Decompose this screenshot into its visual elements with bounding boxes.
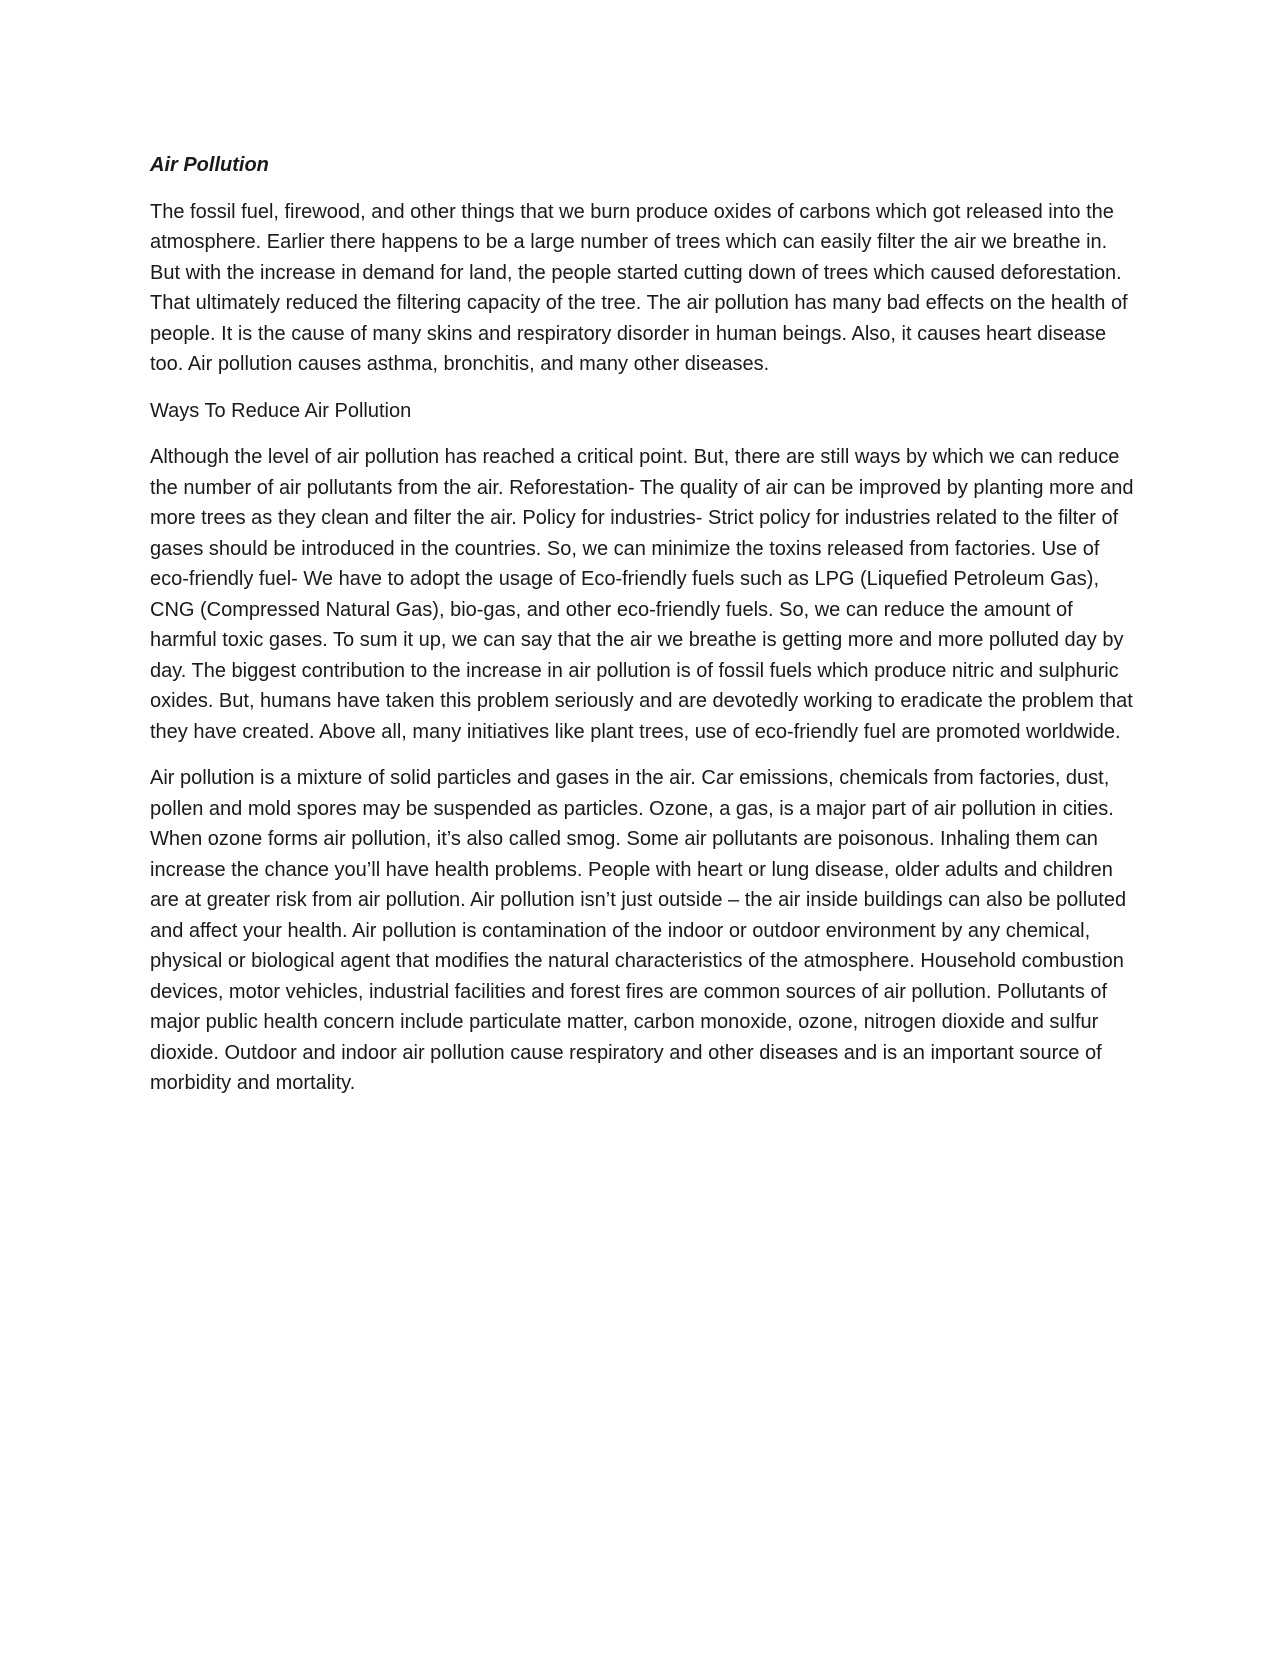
paragraph-ways-to-reduce: Although the level of air pollution has reached a critical point. But, there are still ways by which we can reduce the number of air pollutants from the air. Reforestation- The quality of air can be improved by planting more and more trees as they clean and filter the air. Policy for industries- Strict policy for industries related to the filter of gases should be introduced in the countries. So, we can minimize the toxins released from factories. Use of eco-friendly fuel- We have to adopt the usage of Eco-friendly fuels such as LPG (Liquefied Petroleum Gas), CNG (Compressed Natural Gas), bio-gas, and other eco-friendly fuels. So, we can reduce the amount of harmful toxic gases. To sum it up, we can say that the air we breathe is getting more and more polluted day by day. The biggest contribution to the increase in air pollution is of fossil fuels which produce nitric and sulphuric oxides. But, humans have taken this problem seriously and are devotedly working to eradicate the problem that they have created. Above all, many initiatives like plant trees, use of eco-friendly fuel are promoted worldwide. <box>150 446 1134 743</box>
document-body <box>150 150 1135 1115</box>
paragraph-definition: Air pollution is a mixture of solid particles and gases in the air. Car emissions, chemicals from factories, dust, pollen and mold spores may be suspended as particles. Ozone, a gas, is a major part of air pollution in cities. When ozone forms air pollution, it’s also called smog. Some air pollutants are poisonous. Inhaling them can increase the chance you’ll have health problems. People with heart or lung disease, older adults and children are at greater risk from air pollution. Air pollution isn’t just outside – the air inside buildings can also be polluted and affect your health. Air pollution is contamination of the indoor or outdoor environment by any chemical, physical or biological agent that modifies the natural characteristics of the atmosphere. Household combustion devices, motor vehicles, industrial facilities and forest fires are common sources of air pollution. Pollutants of major public health concern include particulate matter, carbon monoxide, ozone, nitrogen dioxide and sulfur dioxide. Outdoor and indoor air pollution cause respiratory and other diseases and is an important source of morbidity and mortality. <box>150 767 1127 1094</box>
paragraph-intro: The fossil fuel, firewood, and other things that we burn produce oxides of carbons which got released into the atmosphere. Earlier there happens to be a large number of trees which can easily filter the air we breathe in. But with the increase in demand for land, the people started cutting down of trees which caused deforestation. That ultimately reduced the filtering capacity of the tree. The air pollution has many bad effects on the health of people. It is the cause of many skins and respiratory disorder in human beings. Also, it causes heart disease too. Air pollution causes asthma, bronchitis, and many other diseases. <box>150 200 1128 375</box>
section-heading: Ways To Reduce Air Pollution <box>150 399 412 422</box>
document-title: Air Pollution <box>150 154 269 176</box>
